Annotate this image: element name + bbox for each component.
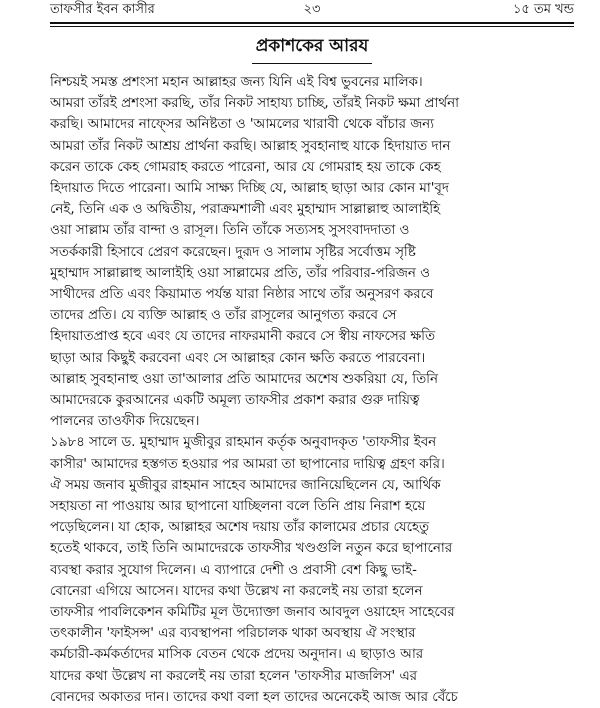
text-line: সতর্ককারী হিসাবে প্রেরণ করেছেন। দুরূদ ও সালাম সৃষ্টির সর্বোত্তম সৃষ্টি bbox=[50, 244, 416, 260]
text-line: হিদায়াতপ্রাপ্ত হবে এবং যে তাদের নাফরমানী করবে সে স্বীয় নাফসের ক্ষতি bbox=[50, 329, 436, 345]
text-line: পালনের তাওফীক দিয়েছেন। bbox=[50, 414, 200, 430]
text-line: কর্মচারী-কর্মকর্তাদের মাসিক বেতন থেকে প্রদেয় অনুদান। এ ছাড়াও আর bbox=[50, 647, 424, 663]
paragraph bbox=[50, 72, 574, 432]
text-line: ছাড়া আর কিছুই করবেনা এবং সে আল্লাহর কোন ক্ষতি করতে পারবেনা। bbox=[50, 350, 426, 366]
text-line: বোনদের অকাতর দান। তাদের কথা বলা হল তাদের অনেকেই আজ আর বেঁচে bbox=[50, 689, 458, 705]
text-line: কাসীর' আমাদের হস্তগত হওয়ার পর আমরা তা ছাপানোর দায়িত্ব গ্রহণ করি। bbox=[50, 456, 445, 472]
text-line: পড়েছিলেন। যা হোক, আল্লাহর অশেষ দয়ায় তাঁর কালামের প্রচার যেহেতু bbox=[50, 520, 430, 536]
text-line: বোনেরা এগিয়ে আসেন। যাদের কথা উল্লেখ না করলেই নয় তারা হলেন bbox=[50, 583, 423, 599]
text-line: তাদের প্রতি। যে ব্যক্তি আল্লাহ ও তাঁর রাসূলের আনুগত্য করবে সে bbox=[50, 308, 397, 324]
page-number: ২৩ bbox=[303, 2, 321, 17]
text-line: হিদায়াত দিতে পারেনা। আমি সাক্ষ্য দিচ্ছি যে, আল্লাহ ছাড়া আর কোন মা'বূদ bbox=[50, 181, 449, 197]
text-line: ১৯৮৪ সালে ড. মুহাম্মাদ মুজীবুর রাহমান কর্তৃক অনুবাদকৃত 'তাফসীর ইবন bbox=[50, 435, 437, 451]
text-line: ব্যবস্থা করার সুযোগ দিলেন। এ ব্যাপারে দেশী ও প্রবাসী বেশ কিছু ভাই- bbox=[50, 562, 417, 578]
text-line: আমরা তাঁরই প্রশংসা করছি, তাঁর নিকট সাহায্য চাচ্ছি, তাঁরই নিকট ক্ষমা প্রার্থনা bbox=[50, 96, 459, 112]
text-line: করছি। আমাদের নাফ্সের অনিষ্টতা ও 'আমলের খারাবী থেকে বাঁচার জন্য bbox=[50, 117, 435, 133]
text-line: ঐ সময় জনাব মুজীবুর রাহমান সাহেব আমাদের জানিয়েছিলেন যে, আর্থিক bbox=[50, 477, 441, 493]
text-line: নেই, তিনি এক ও অদ্বিতীয়, পরাক্রমশালী এবং মুহাম্মাদ সাল্লাল্লাহু আলাইহি bbox=[50, 202, 441, 218]
section-heading bbox=[50, 33, 574, 64]
text-line: আল্লাহ সুবহানাহু ওয়া তা'আলার প্রতি আমাদের অশেষ শুকরিয়া যে, তিনি bbox=[50, 371, 438, 387]
text-line: নিশ্চয়ই সমস্ত প্রশংসা মহান আল্লাহর জন্য যিনি এই বিশ্ব ভুবনের মালিক। bbox=[50, 75, 423, 90]
text-line: আমরা তাঁর নিকট আশ্রয় প্রার্থনা করছি। আল্লাহ সুবহানাহু যাকে হিদায়াত দান bbox=[50, 138, 451, 154]
running-header bbox=[50, 0, 574, 20]
text-line: সাথীদের প্রতি এবং কিয়ামাত পর্যন্ত যারা নিষ্ঠার সাথে তাঁর অনুসরণ করবে bbox=[50, 287, 434, 303]
text-line: আমাদেরকে কুরআনের একটি অমূল্য তাফসীর প্রকাশ করার গুরু দায়িত্ব bbox=[50, 393, 420, 409]
heading-text: প্রকাশকের আরয bbox=[252, 33, 373, 64]
text-line: তাফসীর পাবলিকেশন কমিটির মূল উদ্যোক্তা জনাব আবদুল ওয়াহেদ সাহেবের bbox=[50, 605, 455, 621]
header-rule bbox=[50, 22, 574, 27]
text-line: হতেই থাকবে, তাই তিনি আমাদেরকে তাফসীর খণ্ডগুলি নতুন করে ছাপানোর bbox=[50, 541, 453, 557]
text-line: তৎকালীন 'ফাইসন্স' এর ব্যবস্থাপনা পরিচালক থাকা অবস্থায় ঐ সংস্থার bbox=[50, 626, 416, 642]
text-line: মুহাম্মাদ সাল্লাল্লাহু আলাইহি ওয়া সাল্লামের প্রতি, তাঁর পরিবার-পরিজন ও bbox=[50, 265, 430, 281]
text-line: করেন তাকে কেহ গোমরাহ করতে পারেনা, আর যে গোমরাহ হয় তাকে কেহ bbox=[50, 159, 441, 175]
text-line: যাদের কথা উল্লেখ না করলেই নয় তারা হলেন 'তাফসীর মাজলিস' এর bbox=[50, 668, 418, 684]
body-text bbox=[50, 72, 574, 708]
book-title: তাফসীর ইবন কাসীর bbox=[50, 2, 155, 17]
paragraph bbox=[50, 432, 574, 708]
volume-label: ১৫ তম খন্ড bbox=[512, 2, 574, 17]
text-line: সহায়তা না পাওয়ায় আর ছাপানো যাচ্ছিলনা বলে তিনি প্রায় নিরাশ হয়ে bbox=[50, 499, 426, 515]
text-line: ওয়া সাল্লাম তাঁর বান্দা ও রাসূল। তিনি তাঁকে সত্যসহ সুসংবাদদাতা ও bbox=[50, 223, 410, 239]
